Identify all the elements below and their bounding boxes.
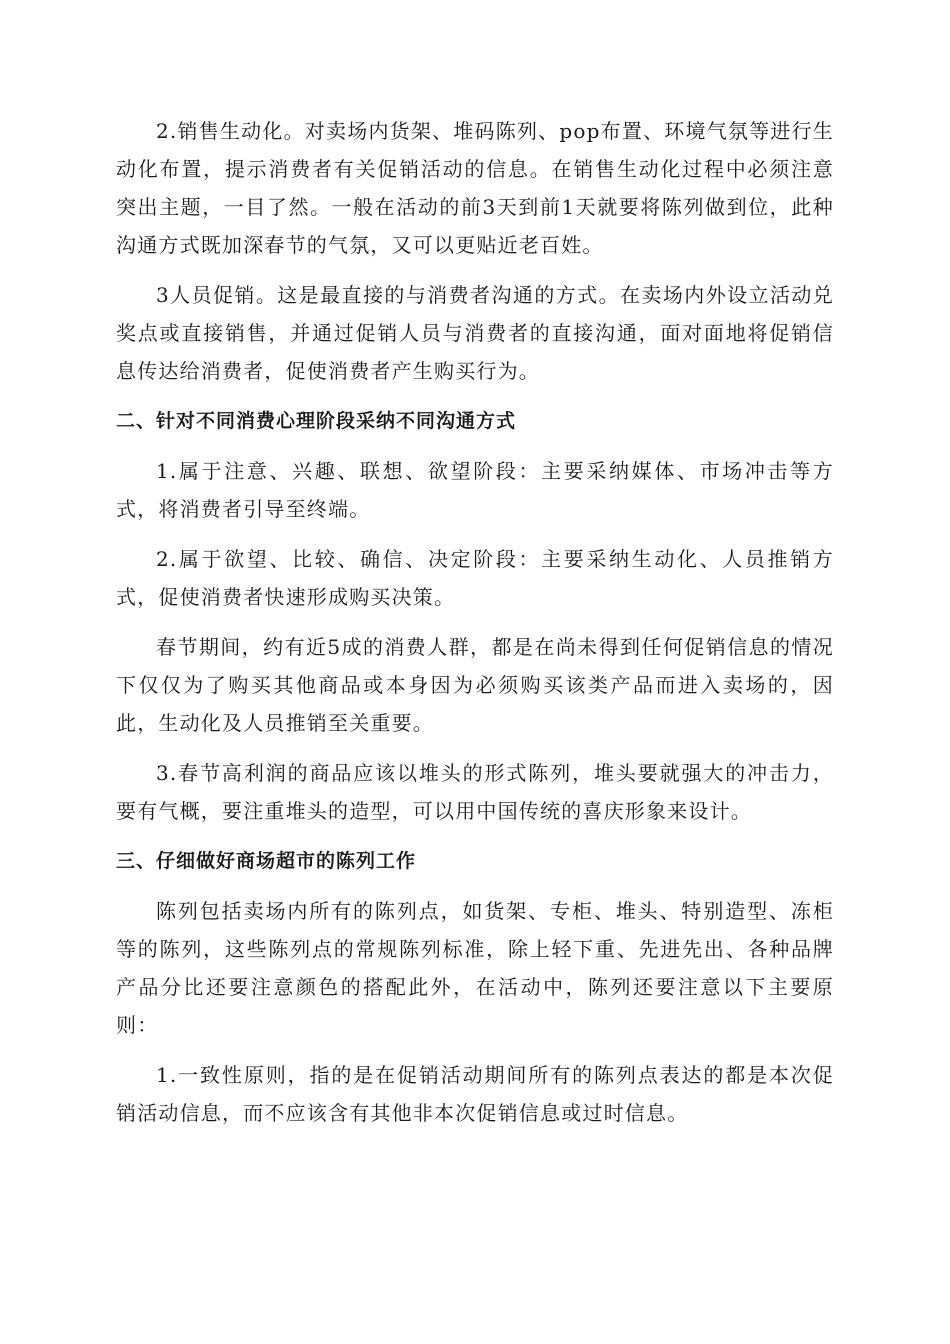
document-body [116,112,834,1144]
section-heading-2: 二、针对不同消费心理阶段采纳不同沟通方式 [116,410,517,432]
paragraph-attention-stage: 1.属于注意、兴趣、联想、欲望阶段：主要采纳媒体、市场冲击等方式，将消费者引导至终端。 [116,459,834,521]
paragraph-consistency-principle: 1.一致性原则，指的是在促销活动期间所有的陈列点表达的都是本次促销活动信息，而不应该含有其他非本次促销信息或过时信息。 [116,1063,834,1125]
section-heading-3: 三、仔细做好商场超市的陈列工作 [116,850,417,872]
paragraph-sales-vividness: 2.销售生动化。对卖场内货架、堆码陈列、pop布置、环境气氛等进行生动化布置，提示消费者有关促销活动的信息。在销售生动化过程中必须注意突出主题，一目了然。一般在活动的前3天到前1天就要将陈列做到位，此种沟通方式既加深春节的气氛，又可以更贴近老百姓。 [116,119,834,257]
paragraph-display-stack: 3.春节高利润的商品应该以堆头的形式陈列，堆头要就强大的冲击力，要有气概，要注重堆头的造型，可以用中国传统的喜庆形象来设计。 [116,761,834,823]
paragraph-desire-stage: 2.属于欲望、比较、确信、决定阶段：主要采纳生动化、人员推销方式，促使消费者快速形成购买决策。 [116,547,834,609]
paragraph-display-points: 陈列包括卖场内所有的陈列点，如货架、专柜、堆头、特别造型、冻柜等的陈列，这些陈列点的常规陈列标准，除上轻下重、先进先出、各种品牌产品分比还要注意颜色的搭配此外，在活动中，陈列还要注意以下主要原则： [116,899,834,1037]
paragraph-spring-festival: 春节期间，约有近5成的消费人群，都是在尚未得到任何促销信息的情况下仅仅为了购买其他商品或本身因为必须购买该类产品而进入卖场的，因此，生动化及人员推销至关重要。 [116,635,834,735]
paragraph-personnel-promotion: 3人员促销。这是最直接的与消费者沟通的方式。在卖场内外设立活动兑奖点或直接销售，并通过促销人员与消费者的直接沟通，面对面地将促销信息传达给消费者，促使消费者产生购买行为。 [116,283,834,383]
